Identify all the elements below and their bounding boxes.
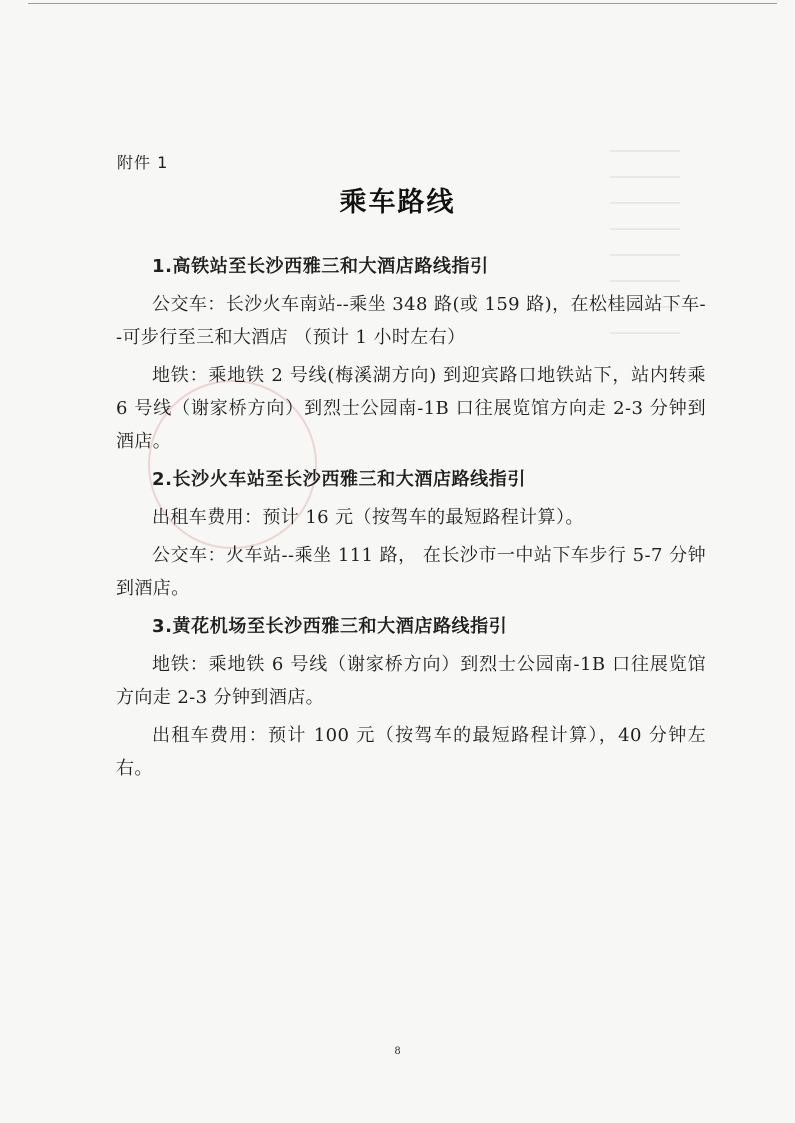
- page-top-border: [28, 3, 777, 4]
- section-high-speed-rail: [116, 250, 706, 458]
- section-heading: 2.长沙火车站至长沙西雅三和大酒店路线指引: [152, 469, 526, 490]
- section-railway-station: [116, 463, 706, 605]
- bus-route-paragraph: 公交车：长沙火车南站--乘坐 348 路(或 159 路)，在松桂园站下车--可步行至三和大酒店 （预计 1 小时左右）: [116, 294, 706, 348]
- page-number: 8: [394, 1046, 401, 1057]
- annex-label: 附件 1: [117, 153, 169, 172]
- section-heading: 3.黄花机场至长沙西雅三和大酒店路线指引: [152, 616, 508, 637]
- taxi-fare-paragraph: 出租车费用：预计 100 元（按驾车的最短路程计算），40 分钟左右。: [116, 725, 706, 779]
- section-airport: [116, 610, 706, 785]
- document-title: 乘车路线: [339, 187, 456, 218]
- document-body: [116, 250, 706, 790]
- metro-route-paragraph: 地铁：乘地铁 6 号线（谢家桥方向）到烈士公园南-1B 口往展览馆方向走 2-3 分钟到酒店。: [116, 654, 706, 708]
- bus-route-paragraph: 公交车：火车站--乘坐 111 路， 在长沙市一中站下车步行 5-7 分钟到酒店。: [116, 545, 706, 599]
- section-heading: 1.高铁站至长沙西雅三和大酒店路线指引: [152, 256, 489, 277]
- metro-route-paragraph: 地铁：乘地铁 2 号线(梅溪湖方向) 到迎宾路口地铁站下，站内转乘 6 号线（谢家桥方向）到烈士公园南-1B 口往展览馆方向走 2-3 分钟到酒店。: [116, 365, 706, 452]
- taxi-fare-paragraph: 出租车费用：预计 16 元（按驾车的最短路程计算）。: [152, 507, 584, 528]
